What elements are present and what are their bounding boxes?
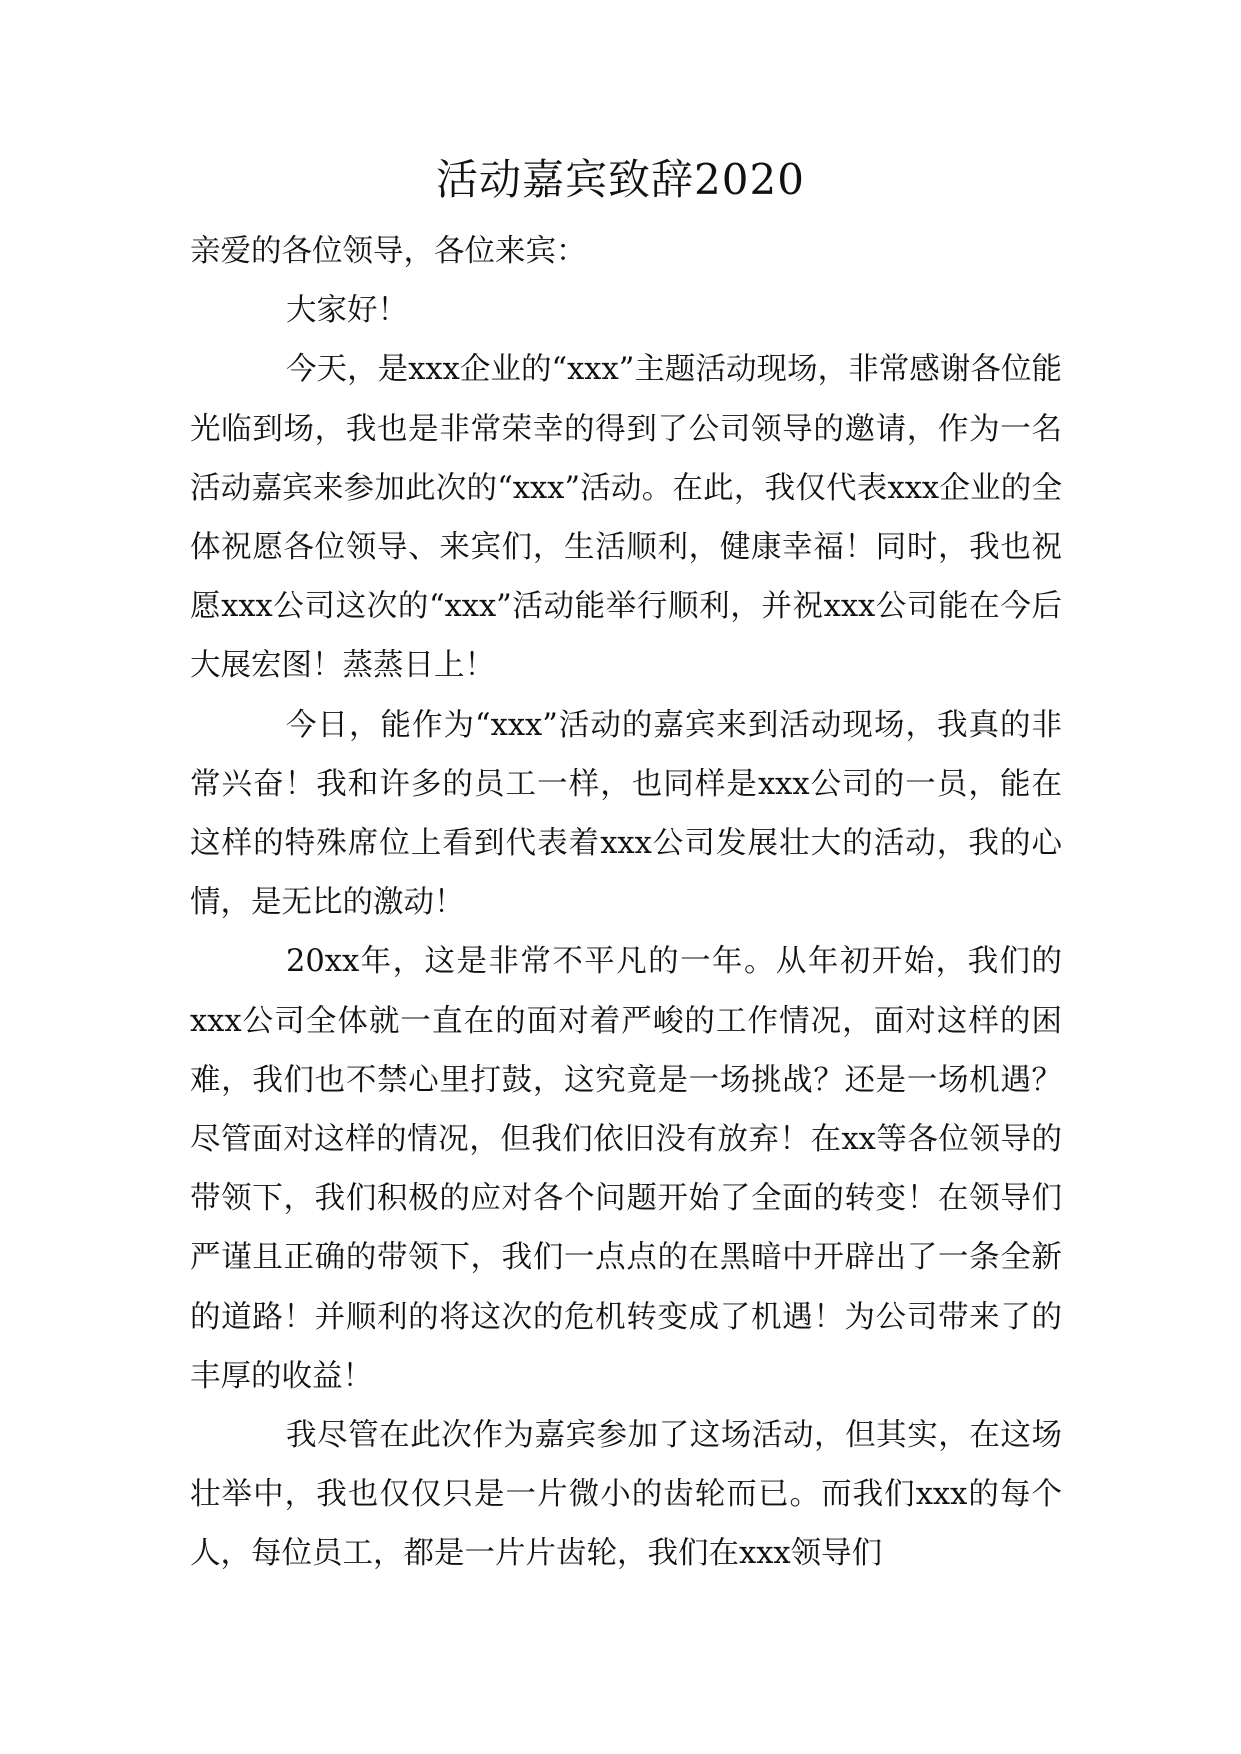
paragraph-thanks: 今天，是xxx企业的“xxx”主题活动现场，非常感谢各位能光临到场，我也是非常荣幸的得到了公司领导的邀请，作为一名活动嘉宾来参加此次的“xxx”活动。在此，我仅代表xxx企业的全体祝愿各位领导、来宾们，生活顺利，健康幸福！同时，我也祝愿xxx公司这次的“xxx”活动能举行顺利，并祝xxx公司能在今后大展宏图！蒸蒸日上！ <box>190 352 1062 684</box>
salutation: 亲爱的各位领导，各位来宾： <box>190 234 587 269</box>
paragraph-gear: 我尽管在此次作为嘉宾参加了这场活动，但其实，在这场壮举中，我也仅仅只是一片微小的齿轮而已。而我们xxx的每个人，每位员工，都是一片片齿轮，我们在xxx领导们 <box>190 1418 1062 1572</box>
paragraph-excitement: 今日，能作为“xxx”活动的嘉宾来到活动现场，我真的非常兴奋！我和许多的员工一样，也同样是xxx公司的一员，能在这样的特殊席位上看到代表着xxx公司发展壮大的活动，我的心情，是无比的激动！ <box>190 707 1062 921</box>
document-title: 活动嘉宾致辞2020 <box>436 155 805 204</box>
paragraph-greeting: 大家好！ <box>286 293 408 329</box>
document-body <box>190 222 1062 1584</box>
paragraph-year-review: 20xx年，这是非常不平凡的一年。从年初开始，我们的xxx公司全体就一直在的面对着严峻的工作情况，面对这样的困难，我们也不禁心里打鼓，这究竟是一场挑战？还是一场机遇？尽管面对这样的情况，但我们依旧没有放弃！在xx等各位领导的带领下，我们积极的应对各个问题开始了全面的转变！在领导们严谨且正确的带领下，我们一点点的在黑暗中开辟出了一条全新的道路！并顺利的将这次的危机转变成了机遇！为公司带来了的丰厚的收益！ <box>190 944 1062 1394</box>
